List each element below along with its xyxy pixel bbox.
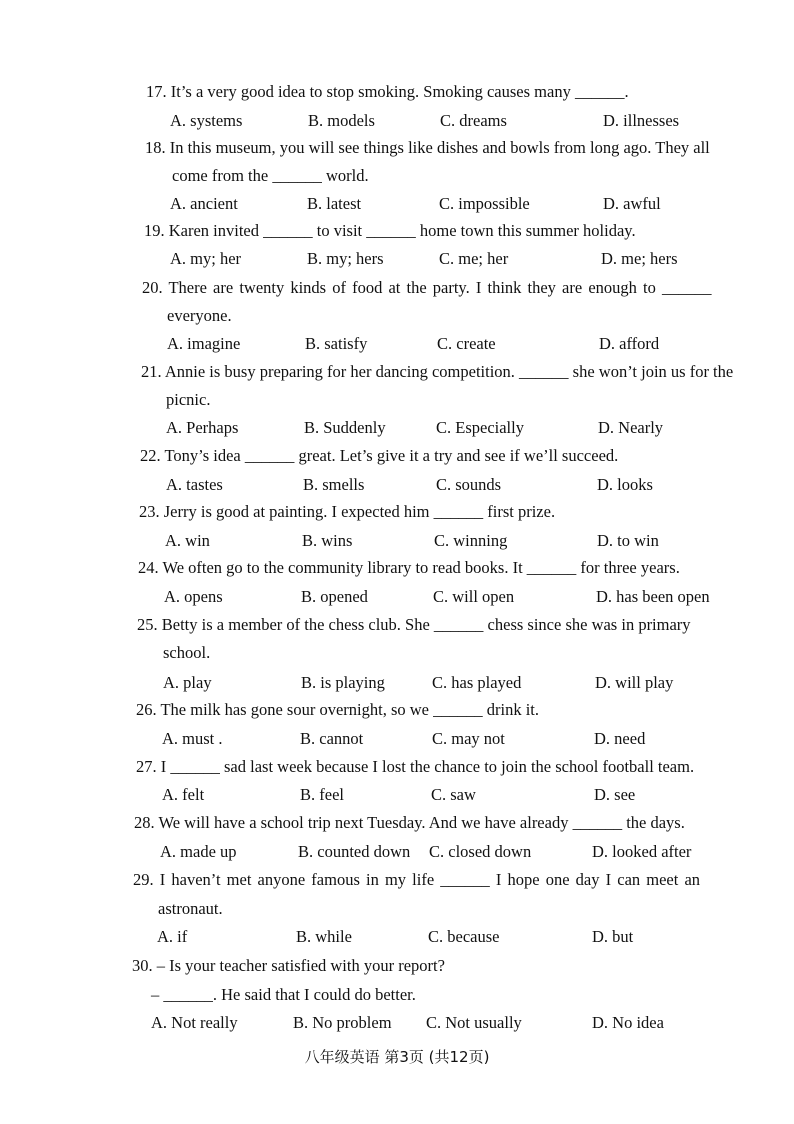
q21-option-b: B. Suddenly	[304, 418, 386, 437]
q21-option-a: A. Perhaps	[166, 418, 239, 437]
q24-option-c: C. will open	[433, 587, 515, 606]
question-27-stem: 27. I ______ sad last week because I lost the chance to join the school football team.	[136, 757, 695, 776]
q27-option-b: B. feel	[300, 785, 344, 804]
q21-option-c: C. Especially	[436, 418, 524, 437]
q25-option-c: C. has played	[432, 673, 522, 692]
q27-option-a: A. felt	[162, 785, 205, 804]
question-26-stem: 26. The milk has gone sour overnight, so we ______ drink it.	[136, 700, 539, 719]
question-19-stem: 19. Karen invited ______ to visit ______ home town this summer holiday.	[144, 221, 636, 240]
q19-option-c: C. me; her	[439, 249, 509, 268]
q28-option-b: B. counted down	[298, 842, 411, 861]
q24-option-d: D. has been open	[596, 587, 710, 606]
question-17-stem: 17. It’s a very good idea to stop smoking. Smoking causes many ______.	[146, 82, 629, 101]
question-22-stem: 22. Tony’s idea ______ great. Let’s give it a try and see if we’ll succeed.	[140, 446, 619, 465]
q18-option-c: C. impossible	[439, 194, 530, 213]
q25-option-b: B. is playing	[301, 673, 385, 692]
q29-option-d: D. but	[592, 927, 634, 946]
q23-option-c: C. winning	[434, 531, 508, 550]
question-30-stem-cont: – ______. He said that I could do better.	[151, 985, 416, 1004]
question-21-stem-cont: picnic.	[166, 390, 211, 409]
q22-option-b: B. smells	[303, 475, 365, 494]
question-30-stem: 30. – Is your teacher satisfied with your report?	[132, 956, 445, 975]
q28-option-a: A. made up	[160, 842, 237, 861]
q25-option-a: A. play	[163, 673, 212, 692]
q24-option-b: B. opened	[301, 587, 368, 606]
q20-option-b: B. satisfy	[305, 334, 368, 353]
question-25-stem: 25. Betty is a member of the chess club. She ______ chess since she was in primary	[137, 615, 691, 634]
q26-option-a: A. must .	[162, 729, 223, 748]
question-29-stem-cont: astronaut.	[158, 899, 223, 918]
q22-option-c: C. sounds	[436, 475, 502, 494]
q18-option-a: A. ancient	[170, 194, 238, 213]
q29-option-c: C. because	[428, 927, 500, 946]
q29-option-b: B. while	[296, 927, 352, 946]
question-24-stem: 24. We often go to the community library to read books. It ______ for three years.	[138, 558, 680, 577]
q17-option-a: A. systems	[170, 111, 243, 130]
q23-option-b: B. wins	[302, 531, 353, 550]
q19-option-a: A. my; her	[170, 249, 242, 268]
q22-option-d: D. looks	[597, 475, 653, 494]
q20-option-c: C. create	[437, 334, 496, 353]
question-28-stem: 28. We will have a school trip next Tuesday. And we have already ______ the days.	[134, 813, 685, 832]
question-18-stem: 18. In this museum, you will see things like dishes and bowls from long ago. They all	[145, 138, 710, 157]
q30-option-c: C. Not usually	[426, 1013, 522, 1032]
q24-option-a: A. opens	[164, 587, 223, 606]
q18-option-d: D. awful	[603, 194, 661, 213]
q29-option-a: A. if	[157, 927, 188, 946]
q27-option-c: C. saw	[431, 785, 476, 804]
q30-option-a: A. Not really	[151, 1013, 238, 1032]
q20-option-d: D. afford	[599, 334, 660, 353]
page-footer: 八年级英语 第3页 (共12页)	[304, 1048, 490, 1066]
q30-option-b: B. No problem	[293, 1013, 392, 1032]
question-21-stem: 21. Annie is busy preparing for her dancing competition. ______ she won’t join us for the	[141, 362, 734, 381]
question-20-stem-cont: everyone.	[167, 306, 232, 325]
q18-option-b: B. latest	[307, 194, 362, 213]
q30-option-d: D. No idea	[592, 1013, 664, 1032]
question-20-stem: 20. There are twenty kinds of food at the party. I think they are enough to ______	[142, 278, 712, 297]
q26-option-d: D. need	[594, 729, 646, 748]
q27-option-d: D. see	[594, 785, 636, 804]
q19-option-b: B. my; hers	[307, 249, 384, 268]
q21-option-d: D. Nearly	[598, 418, 664, 437]
q26-option-c: C. may not	[432, 729, 505, 748]
q28-option-c: C. closed down	[429, 842, 532, 861]
q17-option-b: B. models	[308, 111, 375, 130]
q22-option-a: A. tastes	[166, 475, 223, 494]
question-18-stem-cont: come from the ______ world.	[172, 166, 369, 185]
q23-option-d: D. to win	[597, 531, 659, 550]
question-29-stem: 29. I haven’t met anyone famous in my life ______ I hope one day I can meet an	[133, 870, 701, 889]
q19-option-d: D. me; hers	[601, 249, 678, 268]
q23-option-a: A. win	[165, 531, 210, 550]
q17-option-d: D. illnesses	[603, 111, 680, 130]
question-23-stem: 23. Jerry is good at painting. I expected him ______ first prize.	[139, 502, 556, 521]
question-25-stem-cont: school.	[163, 643, 211, 662]
q17-option-c: C. dreams	[440, 111, 507, 130]
q20-option-a: A. imagine	[167, 334, 241, 353]
q25-option-d: D. will play	[595, 673, 674, 692]
q28-option-d: D. looked after	[592, 842, 692, 861]
q26-option-b: B. cannot	[300, 729, 364, 748]
